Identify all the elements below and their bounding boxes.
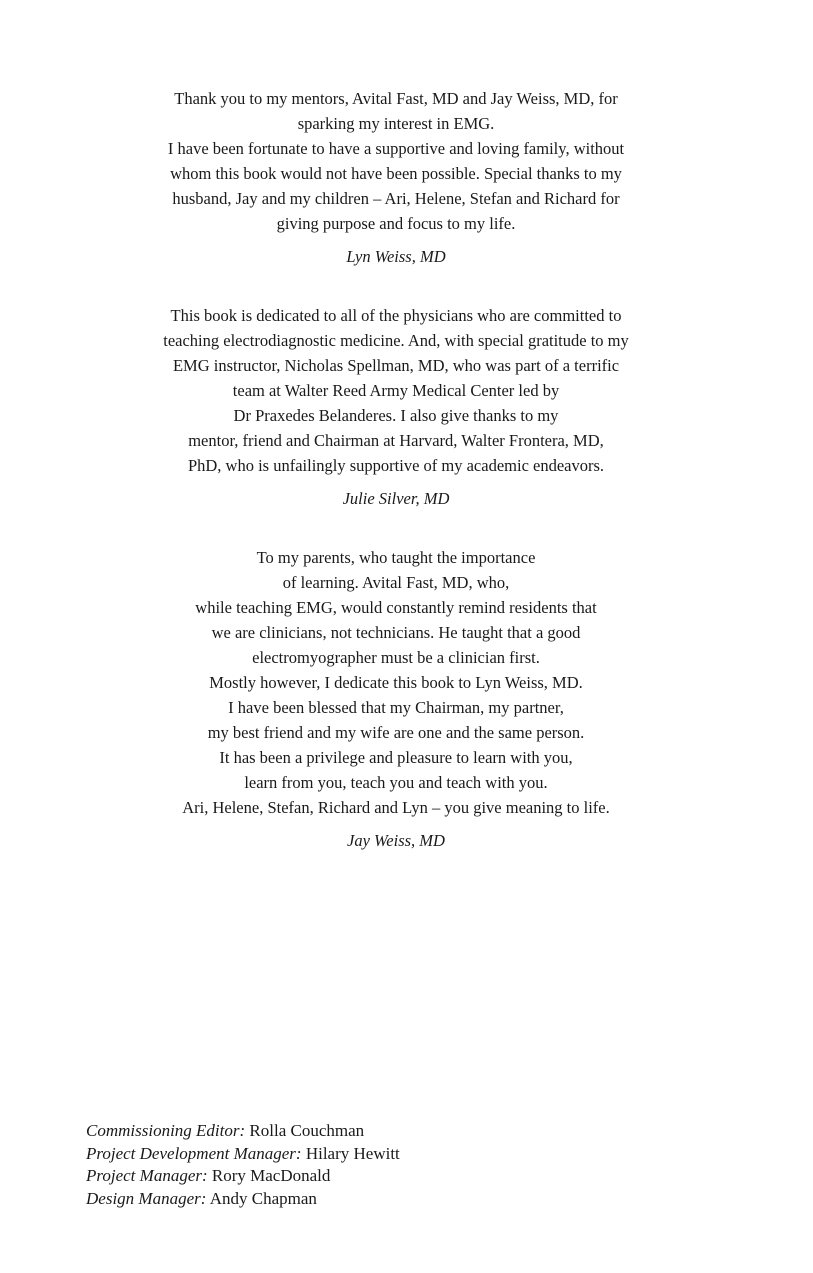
dedication-line: whom this book would not have been possible. Special thanks to my bbox=[170, 164, 622, 183]
dedication-line: of learning. Avital Fast, MD, who, bbox=[282, 573, 510, 592]
dedication-line: giving purpose and focus to my life. bbox=[276, 214, 516, 233]
dedication-line: I have been fortunate to have a supportive and loving family, without bbox=[167, 139, 625, 158]
dedication-line: It has been a privilege and pleasure to learn with you, bbox=[219, 748, 573, 767]
dedication-line: mentor, friend and Chairman at Harvard, Walter Frontera, MD, bbox=[188, 431, 604, 450]
dedication-signature: Julie Silver, MD bbox=[342, 489, 450, 508]
dedication-line: Ari, Helene, Stefan, Richard and Lyn – you give meaning to life. bbox=[182, 798, 610, 817]
credit-role: Project Manager: bbox=[86, 1166, 208, 1186]
dedication-line: teaching electrodiagnostic medicine. And, with special gratitude to my bbox=[163, 331, 629, 350]
dedication-julie-silver bbox=[146, 303, 646, 511]
dedication-jay-weiss bbox=[146, 545, 646, 853]
dedication-line: electromyographer must be a clinician first. bbox=[252, 648, 540, 667]
credit-name: Hilary Hewitt bbox=[305, 1143, 400, 1163]
credit-row bbox=[86, 1143, 400, 1166]
dedication-line: This book is dedicated to all of the physicians who are committed to bbox=[170, 306, 622, 325]
dedication-line: husband, Jay and my children – Ari, Helene, Stefan and Richard for bbox=[172, 189, 620, 208]
credit-row bbox=[86, 1188, 400, 1211]
dedication-line: Mostly however, I dedicate this book to Lyn Weiss, MD. bbox=[209, 673, 583, 692]
dedication-line: sparking my interest in EMG. bbox=[297, 114, 495, 133]
dedication-signature: Jay Weiss, MD bbox=[347, 831, 445, 850]
credit-role: Commissioning Editor: bbox=[86, 1121, 246, 1140]
dedication-signature: Lyn Weiss, MD bbox=[346, 247, 446, 266]
dedication-line: my best friend and my wife are one and the same person. bbox=[207, 723, 585, 742]
dedication-line: To my parents, who taught the importance bbox=[256, 548, 536, 567]
production-credits bbox=[86, 1120, 400, 1211]
dedication-line: I have been blessed that my Chairman, my partner, bbox=[228, 698, 564, 717]
dedication-line: team at Walter Reed Army Medical Center led by bbox=[232, 381, 560, 400]
credit-role: Project Development Manager: bbox=[86, 1143, 302, 1163]
credit-row bbox=[86, 1120, 400, 1143]
credit-row bbox=[86, 1165, 400, 1188]
dedication-line: we are clinicians, not technicians. He taught that a good bbox=[211, 623, 581, 642]
dedication-lyn-weiss bbox=[146, 86, 646, 269]
dedication-line: while teaching EMG, would constantly remind residents that bbox=[195, 598, 597, 617]
credit-name: Rory MacDonald bbox=[211, 1166, 331, 1186]
dedication-line: PhD, who is unfailingly supportive of my academic endeavors. bbox=[187, 456, 605, 475]
credit-role: Design Manager: bbox=[86, 1189, 207, 1209]
dedication-line: EMG instructor, Nicholas Spellman, MD, who was part of a terrific bbox=[172, 356, 620, 375]
credit-name: Andy Chapman bbox=[209, 1189, 317, 1209]
dedication-line: Thank you to my mentors, Avital Fast, MD and Jay Weiss, MD, for bbox=[174, 89, 618, 108]
dedication-line: learn from you, teach you and teach with you. bbox=[244, 773, 548, 792]
credit-name: Rolla Couchman bbox=[249, 1121, 365, 1140]
dedication-line: Dr Praxedes Belanderes. I also give thanks to my bbox=[233, 406, 559, 425]
